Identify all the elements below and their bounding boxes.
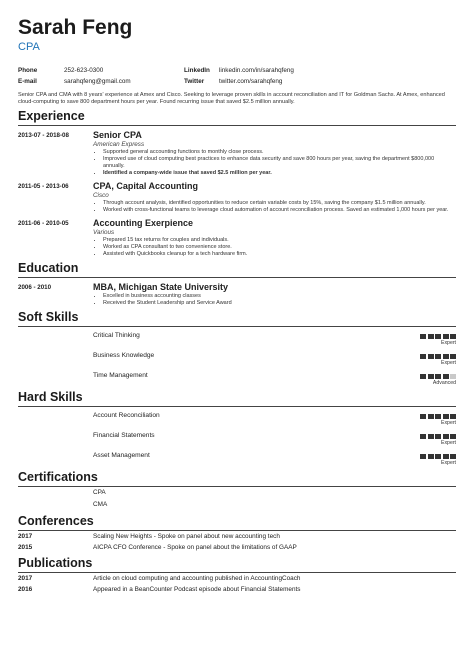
rating-square bbox=[420, 454, 426, 459]
entry-bullet: • Worked with cross-functional teams to leverage cloud automation of account reconciliation process. Saved an estimated 1,000 hours per year. bbox=[103, 207, 456, 214]
conference-item bbox=[18, 542, 456, 553]
soft-skills-heading: Soft Skills bbox=[18, 310, 79, 324]
rating-square bbox=[428, 354, 434, 359]
rating-bars bbox=[400, 351, 456, 359]
rating-square bbox=[428, 414, 434, 419]
entry-row bbox=[18, 217, 456, 258]
skill-rating bbox=[400, 331, 456, 347]
entry-bullet: • Identified a company-wide issue that saved $2.5 million per year. bbox=[103, 170, 456, 177]
entry-bullet: • Through account analysis, identified opportunities to reduce certain variable costs by 15%, saving the company $1.5 million annually. bbox=[103, 200, 456, 207]
linkedin-label: LinkedIn bbox=[184, 67, 210, 74]
rating-square bbox=[428, 334, 434, 339]
section-divider bbox=[18, 125, 456, 126]
certifications-heading: Certifications bbox=[18, 470, 98, 484]
contact-block bbox=[18, 66, 456, 86]
rating-bars bbox=[400, 451, 456, 459]
publication-year: 2017 bbox=[18, 575, 33, 582]
skill-rating bbox=[400, 451, 456, 467]
candidate-name: Sarah Feng bbox=[18, 16, 133, 39]
skill-row bbox=[18, 431, 456, 447]
skill-name: Time Management bbox=[93, 372, 148, 379]
skill-level: Expert bbox=[441, 420, 456, 426]
rating-bars bbox=[400, 331, 456, 339]
entry-bullet: • Prepared 15 tax returns for couples and individuals. bbox=[103, 237, 456, 244]
conference-item bbox=[18, 531, 456, 542]
twitter-link[interactable]: twitter.com/sarahqfeng bbox=[219, 78, 283, 85]
entry-date: 2011-05 - 2013-06 bbox=[18, 183, 69, 190]
conference-year: 2015 bbox=[18, 544, 33, 551]
entry-bullet: • Supported general accounting functions to monthly close process. bbox=[103, 149, 456, 156]
publications-heading: Publications bbox=[18, 556, 93, 570]
skill-spacer bbox=[18, 431, 93, 447]
skill-level: Advanced bbox=[432, 380, 456, 386]
skill-name: Business Knowledge bbox=[93, 352, 155, 359]
hard-skills-heading: Hard Skills bbox=[18, 390, 83, 404]
experience-list bbox=[18, 129, 456, 258]
email-link[interactable]: sarahqfeng@gmail.com bbox=[64, 78, 131, 85]
entry-row bbox=[18, 180, 456, 214]
entry-row bbox=[18, 129, 456, 177]
education-list bbox=[18, 281, 456, 307]
publication-item bbox=[18, 584, 456, 595]
entry-company: Various bbox=[93, 229, 115, 236]
skill-level: Expert bbox=[441, 440, 456, 446]
rating-square bbox=[420, 354, 426, 359]
entry-bullet: • Excelled in business accounting classes bbox=[103, 293, 456, 300]
skill-spacer bbox=[18, 411, 93, 427]
summary-text: Senior CPA and CMA with 8 years' experience at Amex and Cisco. Seeking to leverage proven skills in account reconciliation and IT for Goldman Sachs. At Amex, enhanced cloud-computing to save 800 department hours per year. Found recurring issue that saved $2.5 million annually. bbox=[18, 92, 445, 105]
skill-rating bbox=[400, 371, 456, 387]
entry-date: 2006 - 2010 bbox=[18, 284, 52, 291]
rating-bars bbox=[400, 411, 456, 419]
skill-spacer bbox=[18, 451, 93, 467]
skill-spacer bbox=[18, 351, 93, 367]
skill-level: Expert bbox=[441, 360, 456, 366]
certification-item: CPA bbox=[93, 489, 106, 496]
entry-bullets bbox=[93, 293, 456, 307]
publication-text: Article on cloud computing and accounting published in AccountingCoach bbox=[93, 575, 301, 582]
phone-value: 252-623-0300 bbox=[64, 67, 104, 74]
skill-row bbox=[18, 351, 456, 367]
email-label: E-mail bbox=[18, 78, 37, 85]
publication-text: Appeared in a BeanCounter Podcast episode about Financial Statements bbox=[93, 586, 301, 593]
skill-row bbox=[18, 331, 456, 347]
skill-level: Expert bbox=[441, 340, 456, 346]
entry-title: Accounting Exerpience bbox=[93, 218, 194, 228]
entry-title: Senior CPA bbox=[93, 130, 142, 140]
entry-date: 2011-06 - 2010-05 bbox=[18, 220, 69, 227]
skill-spacer bbox=[18, 331, 93, 347]
twitter-label: Twitter bbox=[184, 78, 205, 85]
entry-bullet: • Worked as CPA consultant to two convenience store. bbox=[103, 244, 456, 251]
section-divider bbox=[18, 406, 456, 407]
conference-text: AICPA CFO Conference - Spoke on panel about the limitations of GAAP bbox=[93, 544, 297, 551]
skill-rating bbox=[400, 411, 456, 427]
hard-skills-list bbox=[18, 411, 456, 467]
certification-item: CMA bbox=[93, 501, 108, 508]
rating-square bbox=[420, 334, 426, 339]
rating-square bbox=[420, 374, 426, 379]
rating-square bbox=[428, 434, 434, 439]
entry-title: CPA, Capital Accounting bbox=[93, 181, 199, 191]
skill-name: Critical Thinking bbox=[93, 332, 140, 339]
entry-bullets bbox=[93, 200, 456, 214]
skill-spacer bbox=[18, 371, 93, 387]
candidate-role: CPA bbox=[18, 41, 40, 53]
rating-square bbox=[420, 414, 426, 419]
entry-row bbox=[18, 281, 456, 307]
rating-square bbox=[428, 454, 434, 459]
publication-item bbox=[18, 573, 456, 584]
skill-row bbox=[18, 411, 456, 427]
skill-name: Account Reconciliation bbox=[93, 412, 160, 419]
section-divider bbox=[18, 277, 456, 278]
rating-square bbox=[420, 434, 426, 439]
entry-body bbox=[93, 281, 456, 307]
entry-body bbox=[93, 129, 456, 177]
soft-skills-list bbox=[18, 331, 456, 387]
education-heading: Education bbox=[18, 261, 79, 275]
skill-rating bbox=[400, 351, 456, 367]
experience-heading: Experience bbox=[18, 109, 85, 123]
entry-bullet: • Improved use of cloud computing best practices to enhance data security and save 800 hours per year, saving the department $800,000 annually. bbox=[103, 156, 456, 170]
rating-bars bbox=[400, 431, 456, 439]
entry-bullet: • Received the Student Leadership and Service Award bbox=[103, 300, 456, 307]
section-divider bbox=[18, 326, 456, 327]
skill-row bbox=[18, 451, 456, 467]
entry-bullets bbox=[93, 237, 456, 258]
publication-year: 2016 bbox=[18, 586, 33, 593]
entry-bullet: • Assisted with Quickbooks cleanup for a tech hardware firm. bbox=[103, 251, 456, 258]
entry-company: Cisco bbox=[93, 192, 109, 199]
entry-body bbox=[93, 180, 456, 214]
skill-level: Expert bbox=[441, 460, 456, 466]
phone-label: Phone bbox=[18, 67, 38, 74]
skill-name: Financial Statements bbox=[93, 432, 155, 439]
entry-body bbox=[93, 217, 456, 258]
skill-rating bbox=[400, 431, 456, 447]
skill-name: Asset Management bbox=[93, 452, 150, 459]
entry-bullets bbox=[93, 149, 456, 177]
conference-text: Scaling New Heights - Spoke on panel about new accounting tech bbox=[93, 533, 280, 540]
entry-date: 2013-07 - 2018-08 bbox=[18, 132, 69, 139]
entry-company: American Express bbox=[93, 141, 145, 148]
rating-bars bbox=[400, 371, 456, 379]
linkedin-link[interactable]: linkedin.com/in/sarahqfeng bbox=[219, 67, 294, 74]
conferences-heading: Conferences bbox=[18, 514, 94, 528]
skill-row bbox=[18, 371, 456, 387]
conference-year: 2017 bbox=[18, 533, 33, 540]
entry-title: MBA, Michigan State University bbox=[93, 282, 229, 292]
